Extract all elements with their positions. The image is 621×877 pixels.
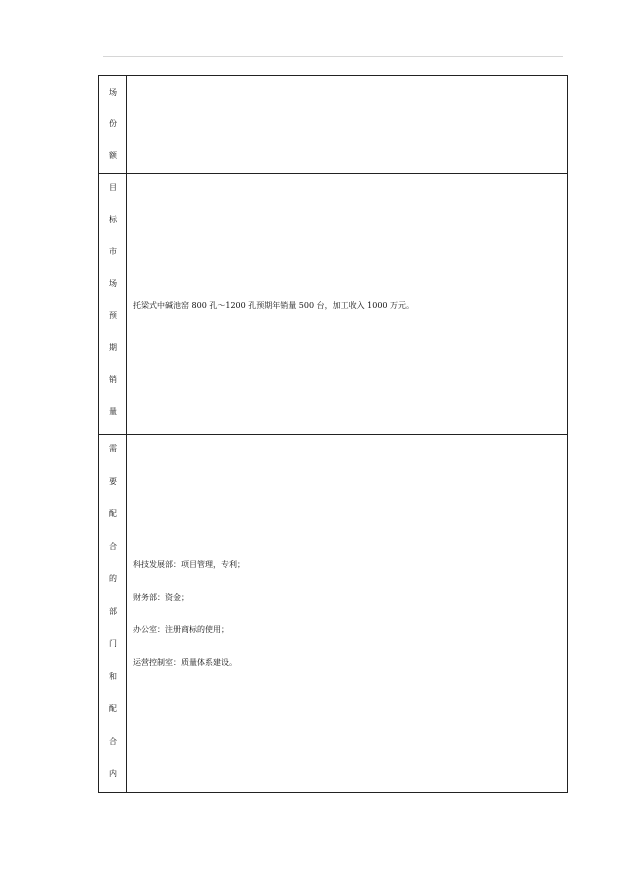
row-label-char: 部 [109, 607, 117, 616]
row-content-cell [127, 435, 567, 792]
row-label-char: 和 [109, 672, 117, 681]
row-label-char: 期 [109, 343, 117, 352]
row-label-char: 份 [109, 119, 117, 128]
row-label-char: 要 [109, 477, 117, 486]
content-line: 托梁式中碱池窑 800 孔～1200 孔预期年销量 500 台，加工收入 1000 万元。 [133, 301, 415, 310]
row-label-char: 配 [109, 704, 117, 713]
row-label-char: 市 [109, 247, 117, 256]
row-label-char: 的 [109, 574, 117, 583]
row-label-char: 销 [109, 375, 117, 384]
row-label-char: 标 [109, 215, 117, 224]
row-content-cell [127, 174, 567, 434]
row-label-char: 内 [109, 769, 117, 778]
row-label-cell [99, 174, 127, 434]
header-rule [103, 56, 563, 57]
row-label-char: 量 [109, 407, 117, 416]
row-content-cell [127, 76, 567, 173]
row-label-cell [99, 76, 127, 173]
table-row-market-share [99, 76, 567, 174]
content-line: 科技发展部：项目管理，专利； [133, 560, 245, 569]
row-label-char: 门 [109, 639, 117, 648]
content-line: 办公室：注册商标的使用； [133, 625, 229, 634]
table-row-target-market-sales [99, 174, 567, 435]
content-line: 运营控制室：质量体系建设。 [133, 658, 237, 667]
row-label-char: 额 [109, 151, 117, 160]
content-line: 财务部：资金； [133, 593, 189, 602]
row-label-char: 需 [109, 444, 117, 453]
row-label-char: 合 [109, 542, 117, 551]
row-label-char: 配 [109, 509, 117, 518]
table-row-cooperating-departments [99, 435, 567, 792]
row-label-char: 场 [109, 279, 117, 288]
document-table [98, 75, 568, 793]
row-label-char: 合 [109, 737, 117, 746]
row-label-cell [99, 435, 127, 792]
row-label-char: 场 [109, 88, 117, 97]
row-label-char: 目 [109, 183, 117, 192]
row-label-char: 预 [109, 311, 117, 320]
